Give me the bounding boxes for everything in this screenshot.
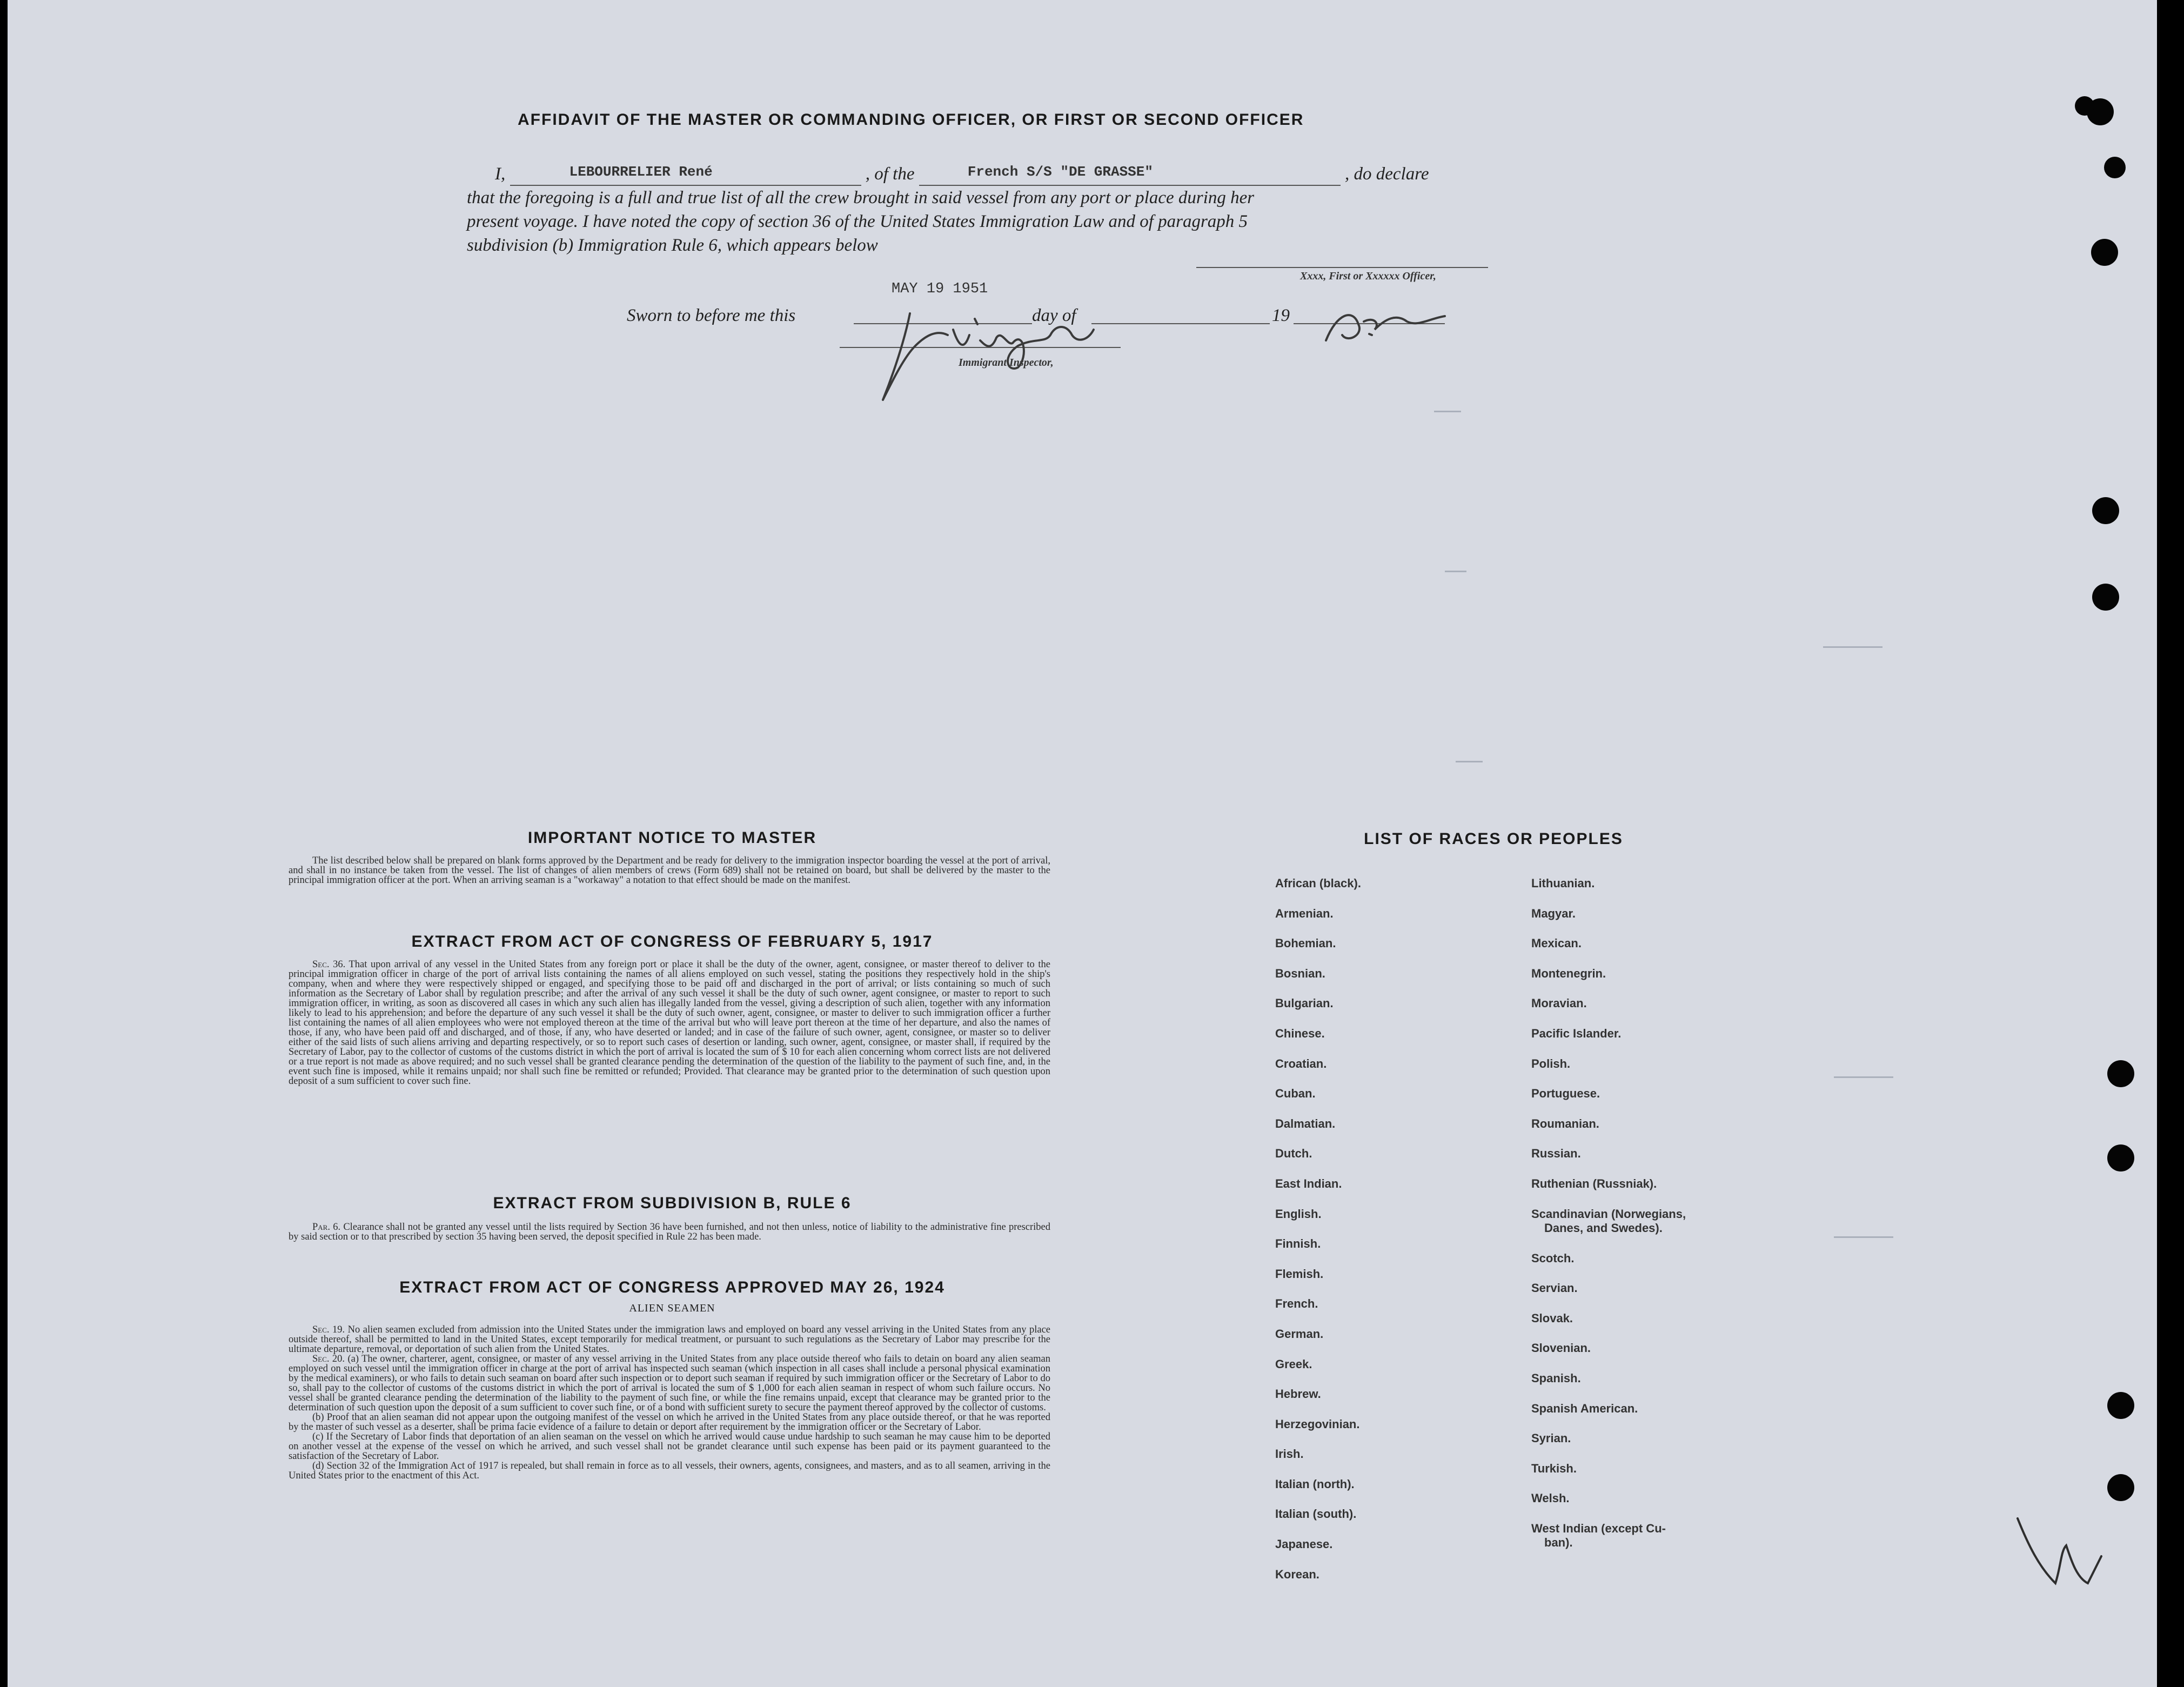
vessel-field: [919, 164, 1341, 186]
race-item: Ruthenian (Russniak).: [1531, 1176, 1657, 1190]
race-item: Dutch.: [1275, 1147, 1312, 1161]
punch-hole: [2091, 239, 2118, 266]
bleed-through-mark: [1445, 571, 1466, 572]
section-20a: [289, 1354, 1050, 1412]
punch-hole: [2107, 1144, 2134, 1171]
extract-rule6-text: [289, 1222, 1050, 1242]
race-item: African (black).: [1275, 876, 1361, 890]
declaration-line-1: [467, 162, 1493, 186]
race-item: Lithuanian.: [1531, 876, 1595, 890]
race-item: German.: [1275, 1327, 1324, 1341]
race-item: Scandinavian (Norwegians,: [1531, 1207, 1686, 1221]
punch-hole: [2092, 584, 2119, 611]
race-item: Chinese.: [1275, 1026, 1325, 1040]
races-left-column: [1275, 876, 1491, 1597]
race-item: Polish.: [1531, 1056, 1571, 1070]
race-item: Danes, and Swedes).: [1544, 1221, 1663, 1235]
day-of-text: day of: [1032, 306, 1076, 325]
document-page: [8, 0, 2157, 1687]
punch-hole: [2104, 157, 2126, 178]
race-item: Turkish.: [1531, 1461, 1577, 1475]
race-item: Japanese.: [1275, 1537, 1333, 1551]
race-item: Roumanian.: [1531, 1116, 1599, 1130]
race-item: Armenian.: [1275, 906, 1334, 920]
race-item: Russian.: [1531, 1147, 1581, 1161]
declaration-line-3: present voyage. I have noted the copy of section 36 of the United States Immigration Law and of paragraph 5: [467, 212, 1248, 231]
race-item: Syrian.: [1531, 1431, 1571, 1445]
races-right-column: [1531, 876, 1801, 1552]
punch-hole: [2107, 1392, 2134, 1419]
section-20d: (d) Section 32 of the Immigration Act of 1917 is repealed, but shall remain in force as to all vessels, their owners, agents, consignees, and masters, and as to all seamen, arriving in the United States prior to the enactment of this Act.: [289, 1461, 1050, 1481]
extract-rule6-body: Clearance shall not be granted any vessel until the lists required by Section 36 have been furnished, and not then unless, notice of liability to the administrative fine prescribed by said section or to that prescribed by section 35 having been served, the deposit specified in Rule 22 has been made.: [289, 1222, 1051, 1242]
race-item: Scotch.: [1531, 1251, 1575, 1265]
race-item: Pacific Islander.: [1531, 1026, 1622, 1040]
punch-hole: [2075, 96, 2094, 116]
officer-label: Xxxx, First or Xxxxxx Officer,: [1300, 270, 1436, 282]
race-item: Herzegovinian.: [1275, 1417, 1360, 1431]
race-item: Italian (south).: [1275, 1507, 1357, 1521]
race-item: Greek.: [1275, 1357, 1312, 1371]
inspector-label: Immigrant Inspector,: [959, 357, 1054, 369]
race-item: ban).: [1544, 1535, 1573, 1549]
race-item: Mexican.: [1531, 936, 1582, 950]
extract-rule6-title: EXTRACT FROM SUBDIVISION B, RULE 6: [493, 1194, 852, 1212]
punch-hole: [2092, 497, 2119, 524]
race-item: Cuban.: [1275, 1087, 1316, 1101]
notice-title: IMPORTANT NOTICE TO MASTER: [527, 829, 817, 847]
race-item: Flemish.: [1275, 1267, 1324, 1281]
race-item: Bosnian.: [1275, 966, 1325, 980]
officer-signature: [1315, 292, 1477, 357]
sworn-text: Sworn to before me this: [627, 306, 796, 325]
master-name-field: [510, 164, 861, 186]
race-item: West Indian (except Cu-: [1531, 1521, 1666, 1535]
race-item: Moravian.: [1531, 996, 1587, 1010]
extract-1917-text: [289, 960, 1050, 1086]
date-stamp: MAY 19 1951: [892, 281, 988, 297]
race-item: Spanish.: [1531, 1371, 1581, 1385]
officer-signature-line: [1196, 267, 1488, 268]
notice-text: The list described below shall be prepared on blank forms approved by the Department and be ready for delivery to the immigration inspector boarding the vessel at the port of arrival, and shall in no instance be taken from the vessel. The list of changes of alien members of crews (Form 689) shall not be retained on board, but shall be delivered by the master to the principal immigration officer at the port. When an arriving seaman is a "workaway" a notation to that effect should be made on the manifest.: [289, 855, 1050, 886]
master-name: LEBOURRELIER René: [569, 164, 713, 180]
extract-1924-text: [289, 1325, 1050, 1481]
race-item: Irish.: [1275, 1447, 1304, 1461]
section-19-label: Sec. 19.: [312, 1324, 345, 1335]
affidavit-declaration: [467, 162, 1493, 257]
race-item: East Indian.: [1275, 1176, 1342, 1190]
race-item: Servian.: [1531, 1281, 1578, 1295]
extract-1917-section-label: Sec. 36.: [312, 959, 346, 970]
section-20-label: Sec. 20.: [312, 1354, 345, 1364]
extract-rule6-section-label: Par. 6.: [312, 1222, 341, 1233]
bleed-through-mark: [1434, 411, 1461, 412]
year-prefix: 19: [1272, 306, 1290, 325]
margin-initial: [2007, 1502, 2115, 1610]
section-19-body: No alien seamen excluded from admission into the United States under the immigration laws and employed on board any vessel arriving in the United States from any place outside thereof, shall be permitted to land in the United States, except temporarily for medical treatment, or pursuant to such regulations as the Secretary of Labor may prescribe for the ultimate departure, removal, or deportation of such alien from the United States.: [289, 1324, 1051, 1355]
race-item: French.: [1275, 1297, 1318, 1311]
declaration-line-2: that the foregoing is a full and true list of all the crew brought in said vessel from any port or place during her: [467, 188, 1255, 207]
section-19: [289, 1325, 1050, 1354]
race-item: Bohemian.: [1275, 936, 1336, 950]
declaration-line-4: subdivision (b) Immigration Rule 6, which appears below: [467, 236, 878, 255]
section-20b: (b) Proof that an alien seaman did not appear upon the outgoing manifest of the vessel on which he arrived in the United States from any place outside thereof, or that he was reported by the master of such vessel as a deserter, shall be prima facie evidence of a failure to detain or deport after requirement by the immigration officer or the Secretary of Labor.: [289, 1412, 1050, 1432]
races-title: LIST OF RACES OR PEOPLES: [1364, 830, 1623, 848]
extract-1917-body: That upon arrival of any vessel in the United States from any foreign port or place it shall be the duty of the owner, agent, consignee, or master thereof to deliver to the principal immigration officer in charge of the port of arrival lists containing the names of all aliens employed on such vessel, stating the positions they respectively hold in the ship's company, when and where they were respectively shipped or engaged, and specifying those to be paid off and discharged in the port of arrival; or lists containing so much of such information as the Secretary of Labor shall by regulation prescribe; and after the arrival of any such vessel it shall be the duty of such owner, agent consignee, or master to report to such immigration officer, in writing, as soon as discovered all cases in which any such alien has illegally landed from the vessel, giving a description of such alien, together with any information likely to lead to his apprehension; and before the departure of any such vessel it shall be the duty of such owner, agent, consignee, or master to deliver to such immigration officer a further list containing the names of all alien employees who were not employed thereon at the time of the arrival but who will leave port thereon at the time of her departure, and also the names of those, if any, who have been paid off and discharged, and of those, if any, who have deserted or landed; and in case of the failure of such owner, agent, consignee, or master so to deliver either of the said lists of such aliens arriving and departing respectively, or so to report such cases of desertion or landing, such owner, agent, consignee, or master shall, if required by the Secretary of Labor, pay to the collector of customs of the customs district in which the port of arrival is located the sum of $ 10 for each alien concerning whom correct lists are not delivered or a true report is not made as above required; and no such vessel shall be granted clearance pending the determination of the question of the liability to the payment of such fine, and, in the event such fine is imposed, while it remains unpaid; nor shall such fine be remitted or refunded; Provided. That clearance may be granted prior to the determination of such question upon deposit of a sum sufficient to cover such fine.: [289, 959, 1050, 1087]
do-declare-text: , do declare: [1344, 164, 1429, 184]
section-20a-body: (a) The owner, charterer, agent, consignee, or master of any vessel arriving in the United States from any place outside thereof who fails to detain on board any alien seaman employed on such vessel until the immigration officer in charge at the port of arrival has inspected such seaman (which inspection in all cases shall include a personal physical examination by the medical examiners), or who fails to detain such seaman on board after such inspection or to deport such seaman if required by such immigration officer or the Secretary of Labor to do so, shall pay to the collector of customs of the customs district in which the port of arrival is located the sum of $ 1,000 for each alien seaman in respect of whom such failure occurs. No vessel shall be granted clearance pending the determination of the liability to the payment of such fine, or while the fine remains unpaid, except that clearance may be granted prior to the determination of such question upon the deposit of a sum sufficient to cover such fine, or of a bond with sufficient surety to secure the payment thereof approved by the collector of customs.: [289, 1354, 1051, 1413]
race-item: Slovenian.: [1531, 1341, 1591, 1355]
extract-1924-title: EXTRACT FROM ACT OF CONGRESS APPROVED MAY 26, 1924: [399, 1278, 945, 1296]
bleed-through-mark: [1823, 646, 1882, 648]
declaration-start: I,: [495, 164, 506, 184]
race-item: Italian (north).: [1275, 1477, 1355, 1491]
of-the-text: , of the: [865, 164, 915, 184]
race-item: Welsh.: [1531, 1491, 1570, 1505]
bleed-through-mark: [1834, 1076, 1893, 1078]
race-item: Magyar.: [1531, 906, 1576, 920]
bleed-through-mark: [1456, 761, 1483, 762]
inspector-signature: [872, 292, 1175, 411]
race-item: Croatian.: [1275, 1056, 1327, 1070]
race-item: Portuguese.: [1531, 1087, 1600, 1101]
race-item: Montenegrin.: [1531, 966, 1606, 980]
race-item: Slovak.: [1531, 1311, 1573, 1325]
affidavit-title: AFFIDAVIT OF THE MASTER OR COMMANDING OFFICER, OR FIRST OR SECOND OFFICER: [518, 111, 1304, 129]
race-item: Bulgarian.: [1275, 996, 1334, 1010]
race-item: Spanish American.: [1531, 1401, 1638, 1415]
vessel-name: French S/S "DE GRASSE": [967, 164, 1153, 180]
race-item: Hebrew.: [1275, 1387, 1321, 1401]
bleed-through-mark: [1834, 1236, 1893, 1238]
extract-1917-title: EXTRACT FROM ACT OF CONGRESS OF FEBRUARY 5, 1917: [411, 933, 933, 950]
race-item: Dalmatian.: [1275, 1116, 1336, 1130]
race-item: Korean.: [1275, 1567, 1319, 1581]
extract-1924-subtitle: ALIEN SEAMEN: [629, 1302, 715, 1314]
punch-hole: [2107, 1060, 2134, 1087]
punch-hole: [2107, 1474, 2134, 1501]
race-item: Finnish.: [1275, 1237, 1321, 1251]
section-20c: (c) If the Secretary of Labor finds that deportation of an alien seaman on the vessel on which he arrived would cause undue hardship to such seaman he may cause him to be deported on another vessel at the expense of the vessel on which he arrived, and such vessel shall not be grandet clearance until such expense has been paid or its payment guaranteed to the satisfaction of the Secretary of Labor.: [289, 1431, 1050, 1462]
race-item: English.: [1275, 1207, 1322, 1221]
